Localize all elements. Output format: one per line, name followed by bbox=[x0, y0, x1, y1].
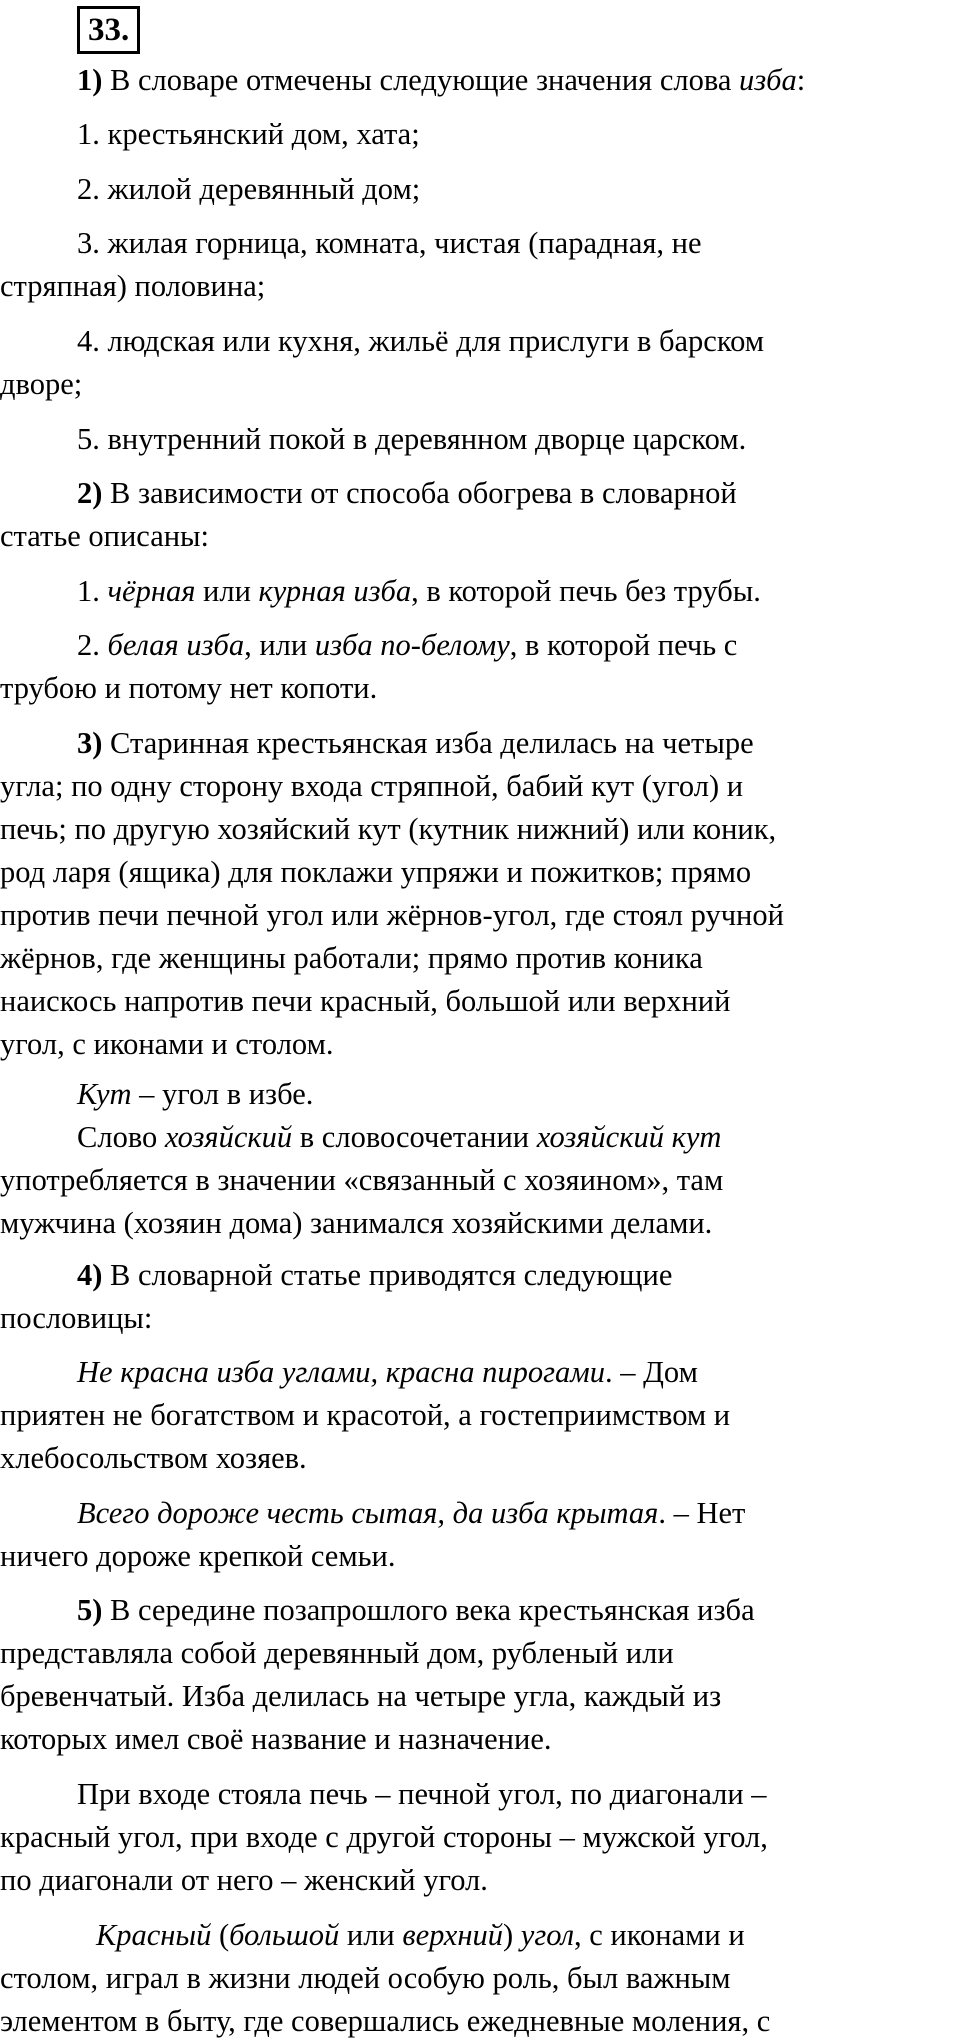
section-3-text: 3) Старинная крестьянская изба делилась на четыре угла; по одну сторону входа стряпной, бабий кут (угол) и печь; по другую хозяйский кут (кутник нижний) или коник, род ларя (ящика) для поклажи упряжи и пожитков; прямо против печи печной угол или жёрнов-угол, где стоял ручной жёрнов, где женщины работали; прямо против коника наискось напротив печи красный, большой или верхний угол, с иконами и столом. bbox=[0, 726, 784, 1061]
red-corner-paragraph: Красный (большой или верхний) угол, с иконами и столом, играл в жизни людей особую роль, был важным элементом в быту, где совершались ежедневные моления, с bbox=[0, 1918, 771, 2038]
meaning-1: 1. крестьянский дом, хата; bbox=[77, 117, 420, 151]
section-1-intro: 1) В словаре отмечены следующие значения слова изба: bbox=[77, 63, 806, 97]
exercise-number: 33. bbox=[77, 6, 140, 54]
meaning-4: 4. людская или кухня, жильё для прислуги в барском дворе; bbox=[0, 324, 765, 401]
izba-type-1: 1. чёрная или курная изба, в которой печь без трубы. bbox=[77, 574, 761, 608]
izba-type-2: 2. белая изба, или изба по-белому, в которой печь с трубою и потому нет копоти. bbox=[0, 628, 738, 705]
kut-definition: Кут – угол в избе. Слово хозяйский в словосочетании хозяйский кут употребляется в значении «связанный с хозяином», там мужчина (хозяин дома) занимался хозяйскими делами. bbox=[0, 1077, 724, 1240]
proverb-2: Всего дороже честь сытая, да изба крытая. – Нет ничего дороже крепкой семьи. bbox=[0, 1496, 746, 1573]
section-5-text: 5) В середине позапрошлого века крестьянская изба представляла собой деревянный дом, рубленый или бревенчатый. Изба делилась на четыре угла, каждый из которых имел своё название и назначение. bbox=[0, 1593, 755, 1756]
meaning-2: 2. жилой деревянный дом; bbox=[77, 172, 421, 206]
corners-paragraph: При входе стояла печь – печной угол, по диагонали – красный угол, при входе с другой стороны – мужской угол, по диагонали от него – женский угол. bbox=[0, 1777, 768, 1897]
section-2-intro: 2) В зависимости от способа обогрева в словарной статье описаны: bbox=[0, 476, 737, 553]
meaning-5: 5. внутренний покой в деревянном дворце царском. bbox=[77, 422, 747, 456]
section-4-intro: 4) В словарной статье приводятся следующие пословицы: bbox=[0, 1258, 673, 1335]
proverb-1: Не красна изба углами, красна пирогами. – Дом приятен не богатством и красотой, а гостеприимством и хлебосольством хозяев. bbox=[0, 1355, 731, 1475]
meaning-3: 3. жилая горница, комната, чистая (парадная, не стряпная) половина; bbox=[0, 226, 702, 303]
